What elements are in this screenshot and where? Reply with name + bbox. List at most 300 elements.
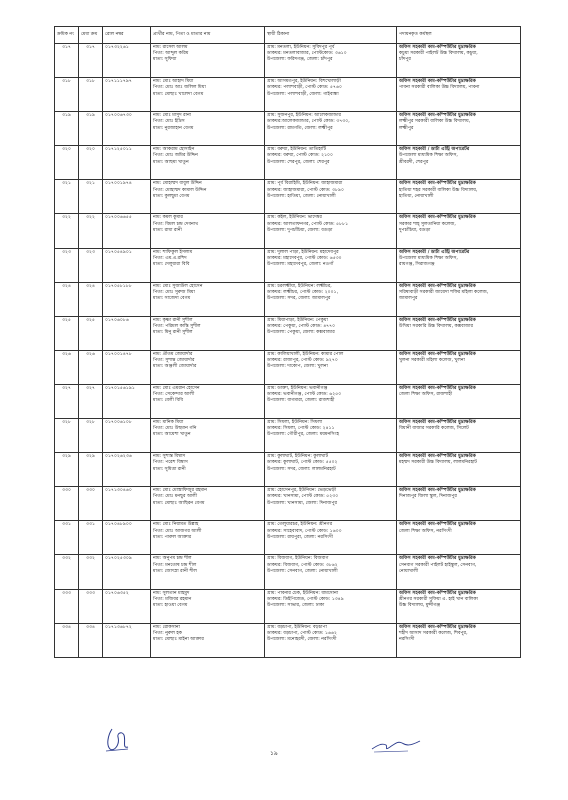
serial-cell: [55, 384, 79, 418]
address-cell-addr3: উপজেলা: ফরিদগঞ্জ, জেলা: চাঁদপুর: [267, 57, 333, 63]
address-cell-addr2: ডাকঘর: জাহাজমারা, পোস্ট কোড: ৩৮৯০: [267, 187, 344, 193]
address-cell-addr2: ডাকঘর: বড়চাপা, পোস্ট কোড: ১৬৬২: [267, 630, 338, 636]
roll-cell-roll: ০১৭০১৫৬১৯১: [105, 385, 135, 391]
address-cell: [265, 623, 397, 657]
candidate-cell: [151, 112, 265, 146]
roll-cell: [103, 623, 151, 657]
address-cell-addr3: উপজেলা: পলাশবাড়ী, জেলা: গাইবান্ধা: [267, 91, 339, 97]
serial-cell-serial: ৩২৩: [62, 249, 71, 255]
address-cell-addr3: উপজেলা: সদর, জেলা: লালমনিরহাট: [267, 466, 336, 472]
address-cell-addr2: ডাকঘর: মহাদেবপুর, পোস্ট কোড: ৬৫৩০: [267, 255, 342, 261]
posting-cell-post2: হাতিয়া শহর সরকারী বালিকা উচ্চ বিদ্যালয়,: [399, 187, 478, 193]
candidate-cell-mother: মাতা: সুমিত্রা রানী: [153, 466, 186, 472]
merit-cell-merit: ৩২৩: [86, 249, 95, 255]
roll-cell-roll: ০১৭০৬০৮৬: [105, 317, 129, 323]
roll-cell: [103, 214, 151, 248]
roll-cell-roll: ০১৭০০১৪৭৮: [105, 351, 132, 357]
candidate-cell-name: নাম: আকরাম হোসাইন: [153, 147, 195, 153]
serial-cell: [55, 282, 79, 316]
roll-cell-roll: ০১৭১২৫০১১: [105, 147, 132, 153]
address-cell: [265, 350, 397, 384]
posting-cell: [397, 78, 521, 112]
candidate-cell-father: পিতা: নুরুল হক: [153, 630, 182, 636]
serial-cell: [55, 44, 79, 78]
address-cell: [265, 112, 397, 146]
candidate-cell-name: নাম: কৃষ্ণা রানী সুশীল: [153, 317, 193, 323]
roll-cell-roll: ০১৭০৬৩৫২: [105, 590, 129, 596]
table-row: [55, 214, 521, 248]
candidate-cell-mother: মাতা: নুরজাহান বেগম: [153, 125, 194, 131]
address-cell-addr2: ডাকঘর:আলেকজান্ডার, পোস্ট কোড: ৩৭৩০,: [267, 119, 350, 125]
posting-cell-post2: উপজেলা মাধ্যমিক শিক্ষা অফিস,: [399, 255, 458, 261]
posting-cell: [397, 180, 521, 214]
posting-cell-post3: নোয়াখালী: [399, 568, 419, 574]
address-cell-addr1: গ্রাম: চরলক্ষ্মীয়া, ইউনিয়ন: লক্ষ্মীচর,: [267, 283, 332, 289]
serial-cell: [55, 248, 79, 282]
merit-cell-merit: ৩২৮: [86, 420, 95, 426]
roll-cell-roll: ০১৭১৩৬৮৭২: [105, 624, 132, 630]
serial-cell-serial: ৩১৮: [62, 79, 71, 85]
address-cell-addr2: ডাকঘর: সাহেবাবাদ, পোস্ট কোড: ১৬০০: [267, 528, 342, 534]
merit-cell: [79, 78, 103, 112]
posting-cell: [397, 589, 521, 623]
table-row: [55, 589, 521, 623]
merit-cell-merit: ৩৩২: [86, 556, 95, 562]
table-row: [55, 453, 521, 487]
serial-cell-serial: ৩৩৪: [62, 624, 71, 630]
candidate-cell-mother: মাতা: পারুল আক্তার: [153, 534, 192, 540]
candidate-cell-father: পিতা: আব্দুল করিম: [153, 51, 189, 57]
merit-cell: [79, 282, 103, 316]
address-cell: [265, 214, 397, 248]
candidate-cell-name: নাম: কমল কুমার: [153, 215, 183, 221]
table-row: [55, 248, 521, 282]
address-cell-addr2: ডাকঘর: মনতলাবাজার, পোস্টকোড: ৩৬১০: [267, 51, 347, 57]
roll-cell: [103, 521, 151, 555]
address-cell-addr2: ডাকঘর: ডিইপিজেড, পোস্ট কোড: ১৩৪৯: [267, 596, 344, 602]
page-number: ১৯: [270, 750, 278, 757]
address-cell-addr2: ডাকঘর: রাজাপুর, পোস্ট কোড: ৯২৭০: [267, 358, 338, 364]
roll-cell-roll: ০১৭০৪৮৯০০: [105, 522, 132, 528]
merit-cell: [79, 521, 103, 555]
table-row: [55, 44, 521, 78]
candidate-cell-father: পিতা: মোঃ মনছুর আলী: [153, 494, 198, 500]
posting-cell-post3: জামালপুর: [399, 296, 418, 302]
candidate-cell-father: পিতা: মোঃ উছমান গনি: [153, 426, 197, 432]
merit-cell-merit: ৩২৬: [86, 351, 95, 357]
merit-cell: [79, 623, 103, 657]
candidate-cell: [151, 350, 265, 384]
posting-cell: [397, 453, 521, 487]
posting-cell-post3: হাতিয়া, নোয়াখালী: [399, 193, 434, 199]
posting-cell-post2: পাবনা সরকারী বালিকা উচ্চ বিদ্যালয়, পাবনা: [399, 85, 480, 91]
address-cell-addr1: গ্রাম: সুজনপুর, ইউনিয়ন: আলেকজান্ডার: [267, 113, 342, 119]
posting-cell-post2: সেনবাগ সরকারী পাইলট হাইস্কুল, সেনবাগ,: [399, 562, 477, 568]
posting-cell-post2: সরিষাবাড়ী সরকারী জায়েদা শফির মহিলা কলেজ,: [399, 289, 489, 295]
serial-cell-serial: ৩২৮: [62, 420, 71, 426]
address-cell-addr1: গ্রাম: পূর্ব বিরাহিমি, ইউনিয়ন: জাহাজমারা: [267, 181, 343, 187]
table-row: [55, 521, 521, 555]
roll-cell: [103, 112, 151, 146]
serial-cell: [55, 589, 79, 623]
candidate-cell: [151, 146, 265, 180]
candidate-cell-father: পিতা: মোঃ জমির উদ্দিন: [153, 153, 198, 159]
serial-cell: [55, 623, 79, 657]
table-row: [55, 282, 521, 316]
candidate-cell: [151, 623, 265, 657]
posting-cell-post1: অফিস সহকারী কাম-কম্পিউটার মুদ্রাক্ষরিক: [399, 556, 476, 562]
posting-cell-post1: অফিস সহকারী কাম-কম্পিউটার মুদ্রাক্ষরিক: [399, 385, 476, 391]
table-row: [55, 316, 521, 350]
address-cell-addr3: উপজেলা: রায়পুরা, জেলা: নরসিংদী: [267, 534, 333, 540]
posting-cell-post1: অফিস সহকারী কাম-কম্পিউটার মুদ্রাক্ষরিক: [399, 522, 476, 528]
serial-cell: [55, 555, 79, 589]
merit-cell: [79, 112, 103, 146]
address-cell-addr2: ডাকঘর: ভবানীগঞ্জ, পোস্ট কোড: ৬২৫০: [267, 392, 342, 398]
candidate-cell: [151, 384, 265, 418]
candidate-cell-name: নাম: মোঃ এমরান হোসেন: [153, 385, 200, 391]
table-row: [55, 623, 521, 657]
candidate-cell: [151, 487, 265, 521]
candidate-cell-mother: মাতা: আয়েশা খাতুন: [153, 432, 191, 438]
address-cell: [265, 589, 397, 623]
candidate-cell-mother: মাতা: বেলী বিবি: [153, 398, 184, 404]
serial-cell-serial: ৩২১: [62, 181, 71, 187]
candidate-cell: [151, 180, 265, 214]
candidate-cell-father: পিতা: মোঃ সুরুজ মিয়া: [153, 289, 195, 295]
address-cell: [265, 453, 397, 487]
merit-cell-merit: ৩৩০: [86, 488, 95, 494]
roll-cell: [103, 282, 151, 316]
address-cell-addr2: ডাকঘর: পলাশবাড়ী, পোস্ট কোড: ৫৭৬০: [267, 85, 342, 91]
header-address: স্থায়ী ঠিকানা: [265, 27, 397, 44]
serial-cell: [55, 146, 79, 180]
address-cell-addr3: উপজেলা: পেকুয়া, জেলা: কক্সবাজার: [267, 330, 335, 336]
address-cell: [265, 521, 397, 555]
candidate-cell-name: নাম: প্রীতম জোয়ার্দার: [153, 351, 193, 357]
posting-cell-post3: লক্ষ্মীপুর: [399, 125, 414, 131]
address-cell: [265, 146, 397, 180]
merit-cell-merit: ৩১৯: [86, 113, 95, 119]
serial-cell-serial: ৩২৬: [62, 351, 71, 357]
serial-cell-serial: ৩২২: [62, 215, 71, 221]
posting-cell: [397, 248, 521, 282]
candidate-cell-father: পিতা: মজিবর রহমান: [153, 596, 192, 602]
header-roll: রোল নম্বর: [103, 27, 151, 44]
posting-cell-post2: লক্ষ্মীপুর সরকারী বালিকা উচ্চ বিদ্যালয়,: [399, 119, 471, 125]
address-cell-addr3: উপজেলা: খানসামা, জেলা: দিনাজপুর: [267, 500, 337, 506]
table-row: [55, 112, 521, 146]
candidate-cell-mother: মাতা: দেলুয়ারা বিবি: [153, 261, 190, 267]
posting-cell-post2: কচুয়া সরকারী পাইলট উচ্চ বিদ্যালয়, কচুয়া,: [399, 51, 478, 57]
candidate-cell-mother: মাতা: আছমা খাতুন: [153, 159, 189, 165]
candidate-cell-father: পিতা: পরিমল কান্তি সুশীল: [153, 323, 201, 329]
candidate-cell-father: পিতা: মোহাম্মদ কামাল উদ্দিন: [153, 187, 207, 193]
candidate-cell-father: পিতা: সুশান্ত জোয়ার্দার: [153, 358, 195, 364]
roll-cell-roll: ০১৭০০৬৬৫৫: [105, 215, 132, 221]
posting-cell-post2: শহীদ আসাদ সরকারী কলেজ, শিবপুর,: [399, 630, 468, 636]
merit-cell-merit: ৩১৭: [86, 45, 95, 50]
address-cell-addr1: গ্রাম: দুলাল পাড়া, ইউনিয়ন: মহাদেবপুর: [267, 249, 339, 255]
table-row: [55, 487, 521, 521]
posting-cell-post1: অফিস সহকারী কাম-কম্পিউটার মুদ্রাক্ষরিক: [399, 113, 476, 119]
serial-cell: [55, 112, 79, 146]
merit-cell: [79, 316, 103, 350]
roll-cell-roll: ০১৭০২৬২৩৬: [105, 454, 132, 460]
candidate-cell-name: নাম: শাফিকুল ইসলাম: [153, 249, 193, 255]
serial-cell: [55, 350, 79, 384]
merit-cell-merit: ৩২৯: [86, 454, 95, 460]
roll-cell: [103, 350, 151, 384]
address-cell: [265, 78, 397, 112]
posting-cell-post1: অফিস সহকারী কাম-কম্পিউটার মুদ্রাক্ষরিক: [399, 181, 476, 187]
posting-cell-post3: শ্রীবরদী, শেরপুর: [399, 159, 429, 165]
serial-cell: [55, 419, 79, 453]
roll-cell: [103, 146, 151, 180]
candidate-cell-name: নাম: রোকসানা: [153, 624, 181, 630]
address-cell-addr1: গ্রাম: ডাক্তা, ইউনিয়ন: ভবানীগঞ্জ: [267, 385, 328, 391]
address-cell: [265, 555, 397, 589]
roll-cell-roll: ০১৭০০৬১০৮: [105, 420, 132, 426]
posting-cell: [397, 146, 521, 180]
merit-cell-merit: ৩২৫: [86, 317, 95, 323]
posting-cell-post3: নরসিংদী: [399, 637, 415, 642]
posting-cell: [397, 214, 521, 248]
posting-cell-post1: অফিস সহকারী কাম-কম্পিউটার মুদ্রাক্ষরিক: [399, 454, 476, 460]
address-cell-addr1: গ্রাম: বিজবাগ, ইউনিয়ন: বিজবাগ: [267, 556, 329, 562]
posting-cell-post1: অফিস সহকারী কাম-কম্পিউটার মুদ্রাক্ষরিক: [399, 590, 476, 596]
serial-cell: [55, 453, 79, 487]
candidate-cell: [151, 419, 265, 453]
merit-cell-merit: ৩৩৪: [86, 624, 95, 630]
table-row: [55, 146, 521, 180]
serial-cell-serial: ৩২৯: [62, 454, 71, 460]
address-cell-addr1: গ্রাম: মিয়াপাড়া, ইউনিয়ন: পেকুয়া: [267, 317, 328, 323]
candidate-cell: [151, 78, 265, 112]
merit-cell-merit: ৩২০: [86, 147, 95, 153]
candidate-cell-mother: মাতা: মোছাঃ মাইনা আক্তার: [153, 637, 204, 642]
candidate-cell-name: নাম: মোঃ সুজাউল হোসেন: [153, 283, 203, 289]
candidate-cell-father: পিতা: পরেশ বিশ্বাস: [153, 460, 188, 466]
serial-cell: [55, 180, 79, 214]
address-cell-addr3: উপজেলা: বাগমারা, জেলা: রাজশাহী: [267, 398, 335, 404]
serial-cell-serial: ৩৩৩: [62, 590, 71, 596]
posting-cell-post1: অফিস সহকারী কাম-কম্পিউটার মুদ্রাক্ষরিক: [399, 317, 476, 323]
address-cell-addr3: উপজেলা: দাকোপ, জেলা: খুলনা: [267, 364, 328, 370]
merit-cell: [79, 180, 103, 214]
merit-cell: [79, 384, 103, 418]
address-cell-addr3: উপজেলা: দুপচাঁচিয়া, জেলা: বগুড়া: [267, 227, 333, 233]
posting-cell-post2: সরকার শাহ্ সুলতানিয়া কলেজ,: [399, 221, 456, 227]
roll-cell: [103, 316, 151, 350]
serial-cell-serial: ৩৩১: [62, 522, 71, 528]
candidate-cell-name: নাম: মোঃ নিয়ামত উল্লাহ: [153, 522, 199, 528]
merit-cell: [79, 248, 103, 282]
merit-cell: [79, 453, 103, 487]
posting-cell-post3: দুপচাঁচিয়া, বগুড়া: [399, 227, 431, 233]
address-cell: [265, 419, 397, 453]
posting-cell: [397, 555, 521, 589]
candidate-cell-name: নাম: মোহাম্মদ বাবুল উদ্দিন: [153, 181, 202, 187]
serial-cell-serial: ৩১৭: [62, 45, 71, 50]
posting-cell-post2: জেলা শিক্ষা অফিস, রাজশাহী: [399, 392, 453, 398]
candidate-cell-name: নাম: মোঃ মাসুদ রানা: [153, 113, 192, 119]
roll-cell-roll: ০১৭১১১৭৯৭: [105, 79, 132, 85]
table-row: [55, 384, 521, 418]
address-cell: [265, 248, 397, 282]
merit-cell-merit: ৩৩১: [86, 522, 95, 528]
merit-cell-merit: ৩২৪: [86, 283, 95, 289]
table-row: [55, 180, 521, 214]
posting-cell-post3: চাঁদপুর: [399, 57, 411, 63]
posting-cell-post2: উপজেলা মাধ্যমিক শিক্ষা অফিস,: [399, 153, 458, 159]
posting-cell: [397, 44, 521, 78]
address-cell-addr2: ডাকঘর: লক্ষ্মীচর, পোস্ট কোড: ২০০১,: [267, 289, 339, 295]
posting-cell: [397, 112, 521, 146]
address-cell: [265, 487, 397, 521]
merit-cell: [79, 419, 103, 453]
address-cell-addr1: গ্রাম: মনতলা, ইউনিয়ন: সুবিদপুর পূর্ব: [267, 45, 335, 50]
serial-cell: [55, 214, 79, 248]
candidate-cell: [151, 282, 265, 316]
roll-cell: [103, 487, 151, 521]
address-cell-addr1: গ্রাম: সিধলা, ইউনিয়ন: সিধলা: [267, 420, 323, 426]
address-cell: [265, 316, 397, 350]
address-cell: [265, 384, 397, 418]
address-cell: [265, 282, 397, 316]
header-merit: মেধা ক্রম: [79, 27, 103, 44]
table-row: [55, 350, 521, 384]
header-serial: ক্রমিক নং: [55, 27, 79, 44]
posting-cell: [397, 521, 521, 555]
address-cell-addr2: ডাকঘর: খানসামা, পোস্ট কোড: ৫২৩০: [267, 494, 339, 500]
candidate-cell-father: পিতা: এম.এ.রশিদ: [153, 255, 187, 261]
posting-cell: [397, 316, 521, 350]
candidate-cell-father: পিতা: বিমল চন্দ্র দেবনাথ: [153, 221, 199, 227]
merit-cell: [79, 350, 103, 384]
candidate-cell-name: নাম: অনুপম চন্দ্র শীল: [153, 556, 192, 562]
merit-cell: [79, 214, 103, 248]
merit-cell: [79, 487, 103, 521]
roll-cell-roll: ০১৭১৩০৪৬০: [105, 488, 132, 494]
posting-cell-post1: অফিস সহকারী কাম-কম্পিউটার মুদ্রাক্ষরিক: [399, 624, 476, 630]
posting-cell-post2: বিয়ানী বাজার সরকারি কলেজ, সিলেট: [399, 426, 469, 432]
merit-cell-merit: ৩২৭: [86, 385, 95, 391]
serial-cell-serial: ৩৩০: [62, 488, 71, 494]
candidate-cell: [151, 521, 265, 555]
address-cell: [265, 180, 397, 214]
roll-cell-roll: ০১৭০৫৪৯০১: [105, 249, 132, 255]
candidate-cell-name: নাম: সুশান্ত বিশ্বাস: [153, 454, 186, 460]
candidate-cell-name: নাম: মোঃ আহাদ মিয়া: [153, 79, 194, 85]
posting-cell-post1: অফিস সহকারী / ডাটা এন্ট্রি অপারেটর: [399, 147, 470, 153]
signature-left: [98, 725, 138, 755]
roll-cell: [103, 589, 151, 623]
merit-cell-merit: ৩২১: [86, 181, 95, 187]
posting-cell-post2: জেলা শিক্ষা অফিস, নরসিংদী: [399, 528, 452, 534]
address-cell-addr1: গ্রাম: পাবনার চেক, ইউনিয়ন: ধামসোনা: [267, 590, 339, 596]
address-cell-addr3: উপজেলা: সদর, জেলা: জামালপুর: [267, 296, 331, 302]
posting-cell-post2: দিনাজপুর জিলা স্কুল, দিনাজপুর: [399, 494, 457, 500]
candidate-cell-mother: মাতা: সাজেদা বেগম: [153, 296, 191, 302]
candidate-cell: [151, 44, 265, 78]
posting-cell-post3: উচ্চ বিদ্যালয়, মুন্সীগঞ্জ: [399, 602, 441, 608]
address-cell-addr2: ডাকঘর: আলতাফনগর, পোস্ট কোড: ৫৮৮১: [267, 221, 349, 227]
candidate-cell-father: পিতা: মনতোষ চন্দ্র শীল: [153, 562, 197, 568]
posting-cell: [397, 623, 521, 657]
posting-cell: [397, 487, 521, 521]
posting-cell-post1: অফিস সহকারী কাম-কম্পিউটার মুদ্রাক্ষরিক: [399, 351, 476, 357]
address-cell-addr2: ডাকঘর: পেকুয়া, পোস্ট কোড: ৪৭৭০: [267, 323, 336, 329]
table-row: [55, 555, 521, 589]
roll-cell: [103, 384, 151, 418]
candidate-cell: [151, 453, 265, 487]
serial-cell: [55, 78, 79, 112]
posting-cell-post1: অফিস সহকারী কাম-কম্পিউটার মুদ্রাক্ষরিক: [399, 215, 476, 221]
posting-cell-post1: অফিস সহকারী কাম-কম্পিউটার মুদ্রাক্ষরিক: [399, 283, 476, 289]
address-cell-addr1: গ্রাম: হোসেনপুর, ইউনিয়ন: ভেড়ভেড়ী: [267, 488, 337, 494]
candidate-cell-mother: মাতা: মোছাঃ আছিরন বেগম: [153, 500, 205, 506]
merit-cell: [79, 589, 103, 623]
address-cell-addr1: গ্রাম: বড়চাপা, ইউনিয়ন: বড়চাপা: [267, 624, 327, 630]
posting-cell-post1: অফিস সহকারী / ডাটা এন্ট্রি অপারেটর: [399, 249, 470, 255]
address-cell-addr3: উপজেলা: হাতিয়া, জেলা: নোয়াখালী: [267, 193, 336, 199]
address-cell: [265, 44, 397, 78]
serial-cell: [55, 487, 79, 521]
header-name: প্রার্থীর নাম, পিতা ও মাতার নাম: [151, 27, 265, 44]
table-header-row: [55, 27, 521, 44]
posting-cell: [397, 282, 521, 316]
address-cell-addr2: ডাকঘর: কুলাঘাট, পোস্ট কোড: ৫৫০২: [267, 460, 338, 466]
candidate-cell: [151, 214, 265, 248]
roll-cell: [103, 419, 151, 453]
roll-cell-roll: ০১৭০০১৯৭৪: [105, 181, 132, 187]
merit-cell: [79, 146, 103, 180]
roll-cell-roll: ০১৭৩২২৬১: [105, 45, 129, 50]
candidate-cell: [151, 555, 265, 589]
roll-cell-roll: ০১৭০৫৮১৮৮: [105, 283, 132, 289]
merit-cell-merit: ৩২২: [86, 215, 95, 221]
address-cell-addr3: উপজেলা: সেনবাগ, জেলা: নোয়াখালী: [267, 568, 338, 574]
posting-cell-post3: রায়গঞ্জ, সিরাজগঞ্জ: [399, 261, 435, 267]
posting-cell: [397, 384, 521, 418]
address-cell-addr1: গ্রাম: কালিয়াখালী, ইউনিয়ন: কামার পোল: [267, 351, 344, 357]
serial-cell: [55, 521, 79, 555]
serial-cell-serial: ৩১৯: [62, 113, 71, 119]
address-cell-addr1: গ্রাম: কুলাঘাট, ইউনিয়ন: কুলাঘাট: [267, 454, 329, 460]
posting-cell-post2: মহম্মদ সরকারী উচ্চ বিদ্যালয়, লালমনিরহাট: [399, 460, 477, 466]
posting-cell-post2: শ্রীনগর সরকারী সুফিয়া এ. হাই খান বালিকা: [399, 596, 478, 602]
candidate-cell-father: পিতা: মোঃ ইদ্রিস: [153, 119, 185, 125]
address-cell-addr2: ডাকঘর: বিজবাগ, পোস্ট কোড: ৩৮৬২: [267, 562, 338, 568]
candidate-cell-father: পিতা: মোঃ আঃ জলিল মিয়া: [153, 85, 206, 91]
address-cell-addr2: ডাকঘর: বরুয়া, পোস্ট কোড: ২১০০: [267, 153, 334, 159]
address-cell-addr3: উপজেলা: রামগতি, জেলা: লক্ষ্মীপুর: [267, 125, 333, 131]
posting-cell: [397, 419, 521, 453]
posting-cell-post1: অফিস সহকারী কাম-কম্পিউটার মুদ্রাক্ষরিক: [399, 79, 476, 85]
candidate-cell-father: পিতা: সেকেন্দার আলী: [153, 392, 195, 398]
header-posting: পদায়নকৃত কর্মস্থল: [397, 27, 521, 44]
roll-cell: [103, 453, 151, 487]
candidate-cell: [151, 248, 265, 282]
roll-cell: [103, 555, 151, 589]
candidate-cell-mother: মাতা: রাধা রানী: [153, 227, 182, 233]
address-cell-addr3: উপজেলা: সাভার, জেলা: ঢাকা: [267, 602, 325, 608]
candidate-cell: [151, 589, 265, 623]
posting-cell-post2: উখিয়া সরকারি উচ্চ বিদ্যালয়, কক্সবাজার: [399, 323, 473, 329]
merit-list-table: [54, 26, 521, 658]
address-cell-addr1: গ্রাম: বরুয়া, ইউনিয়ন: তাতিহাটি: [267, 147, 326, 153]
